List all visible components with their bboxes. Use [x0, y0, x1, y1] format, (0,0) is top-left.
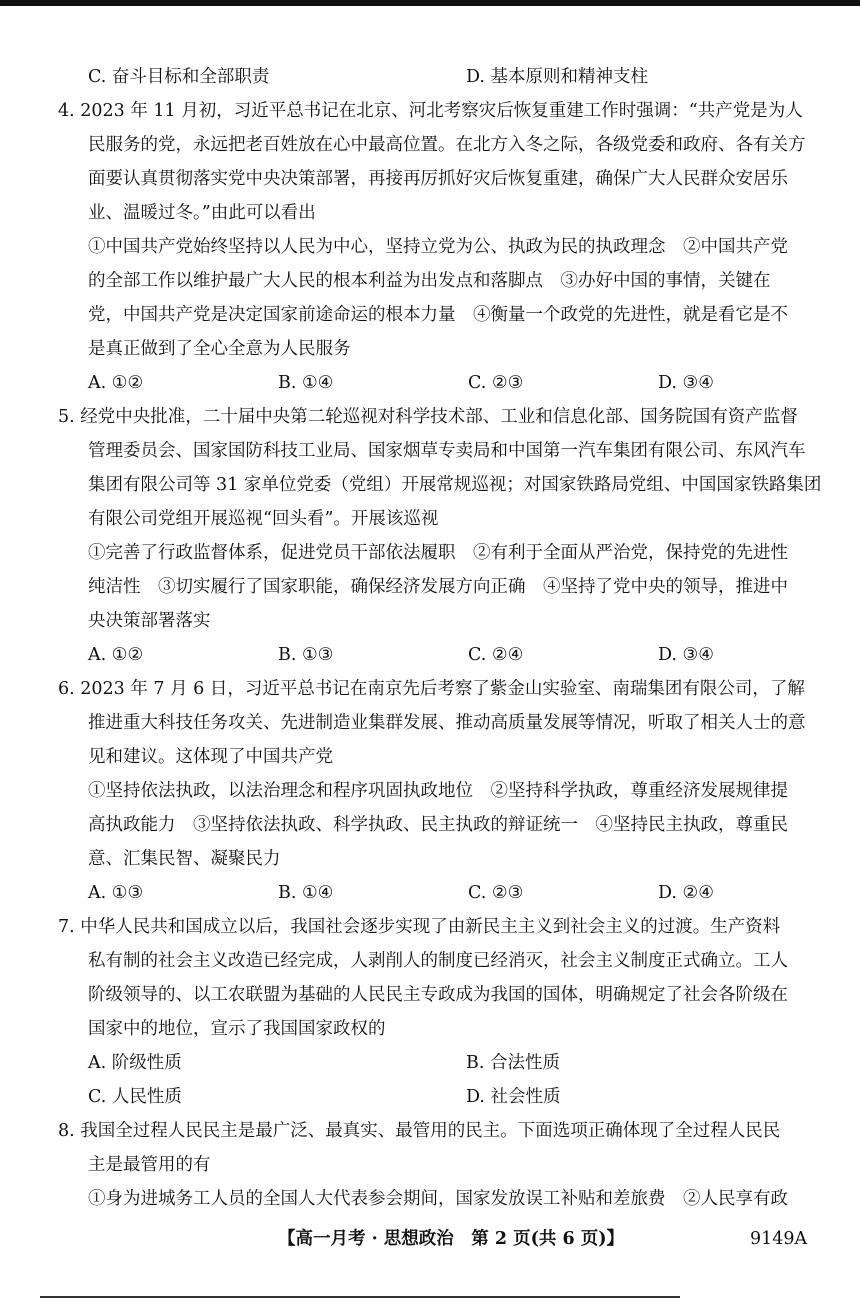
option-a: A. 阶级性质	[88, 1053, 182, 1073]
question-6	[58, 672, 820, 910]
question-stem-line: 8. 我国全过程人民民主是最广泛、最真实、最管用的民主。下面选项正确体现了全过程人民民	[58, 1121, 781, 1141]
answer-options	[58, 1046, 820, 1080]
statement-line: ①完善了行政监督体系，促进党员干部依法履职 ②有利于全面从严治党，保持党的先进性	[88, 543, 788, 563]
question-stem-line: 主是最管用的有	[88, 1155, 211, 1175]
statement-line: 纯洁性 ③切实履行了国家职能，确保经济发展方向正确 ④坚持了党中央的领导，推进中	[88, 577, 788, 597]
question-8	[58, 1114, 820, 1216]
answer-options	[58, 876, 820, 910]
option-a: A. ①②	[88, 645, 144, 665]
option-d: D. ②④	[658, 883, 714, 903]
option-c: C. ②④	[468, 645, 524, 665]
question-stem-line: 见和建议。这体现了中国共产党	[88, 747, 333, 767]
statement-line: ①中国共产党始终坚持以人民为中心，坚持立党为公、执政为民的执政理念 ②中国共产党	[88, 237, 788, 257]
statement-line: 高执政能力 ③坚持依法执政、科学执政、民主执政的辩证统一 ④坚持民主执政，尊重民	[88, 815, 788, 835]
top-border	[0, 0, 860, 6]
option-b: B. ①④	[278, 883, 334, 903]
option-a: A. ①②	[88, 373, 144, 393]
statement-line: 是真正做到了全心全意为人民服务	[88, 339, 351, 359]
question-stem-line: 管理委员会、国家国防科技工业局、国家烟草专卖局和中国第一汽车集团有限公司、东风汽车	[88, 441, 806, 461]
option-d: D. ③④	[658, 645, 714, 665]
question-5	[58, 400, 820, 672]
question-stem-line: 民服务的党，永远把老百姓放在心中最高位置。在北方入冬之际，各级党委和政府、各有关方	[88, 135, 806, 155]
question-stem-line: 业、温暖过冬。”由此可以看出	[88, 203, 316, 223]
statement-line: 意、汇集民智、凝聚民力	[88, 849, 281, 869]
question-stem-line: 有限公司党组开展巡视“回头看”。开展该巡视	[88, 509, 439, 529]
statement-line: ①坚持依法执政，以法治理念和程序巩固执政地位 ②坚持科学执政，尊重经济发展规律提	[88, 781, 788, 801]
option-c: C. 人民性质	[88, 1087, 182, 1107]
question-4	[58, 94, 820, 400]
option-d: D. 社会性质	[466, 1087, 561, 1107]
option-b: B. ①④	[278, 373, 334, 393]
question-stem-line: 4. 2023 年 11 月初，习近平总书记在北京、河北考察灾后恢复重建工作时强调：“共产党是为人	[58, 101, 803, 121]
option-b: B. 合法性质	[466, 1053, 560, 1073]
question-stem-line: 面要认真贯彻落实党中央决策部署，再接再厉抓好灾后恢复重建，确保广大人民群众安居乐	[88, 169, 788, 189]
question-stem-line: 集团有限公司等 31 家单位党委（党组）开展常规巡视；对国家铁路局党组、中国国家铁路集团	[88, 475, 822, 495]
question-7	[58, 910, 820, 1114]
statement-line: 的全部工作以维护最广大人民的根本利益为出发点和落脚点 ③办好中国的事情，关键在	[88, 271, 771, 291]
question-stem-line: 阶级领导的、以工农联盟为基础的人民民主专政成为我国的国体，明确规定了社会各阶级在	[88, 985, 788, 1005]
option-d: D. 基本原则和精神支柱	[466, 67, 649, 87]
question-stem-line: 6. 2023 年 7 月 6 日，习近平总书记在南京先后考察了紫金山实验室、南瑞集团有限公司，了解	[58, 679, 805, 699]
answer-options	[58, 366, 820, 400]
footer-code: 9149A	[750, 1229, 808, 1249]
bottom-border	[40, 1296, 680, 1298]
question-stem-line: 推进重大科技任务攻关、先进制造业集群发展、推动高质量发展等情况，听取了相关人士的意	[88, 713, 806, 733]
question-stem-line: 7. 中华人民共和国成立以后，我国社会逐步实现了由新民主主义到社会主义的过渡。生产资料	[58, 917, 781, 937]
option-b: B. ①③	[278, 645, 334, 665]
option-a: A. ①③	[88, 883, 144, 903]
statement-line: 央决策部署落实	[88, 611, 211, 631]
option-c: C. 奋斗目标和全部职责	[88, 67, 270, 87]
question-stem-line: 国家中的地位，宣示了我国国家政权的	[88, 1019, 386, 1039]
option-d: D. ③④	[658, 373, 714, 393]
answer-options	[58, 1080, 820, 1114]
statement-line: 党，中国共产党是决定国家前途命运的根本力量 ④衡量一个政党的先进性，就是看它是不	[88, 305, 788, 325]
option-c: C. ②③	[468, 883, 524, 903]
q3-options-row	[58, 60, 820, 94]
question-stem-line: 私有制的社会主义改造已经完成，人剥削人的制度已经消灭，社会主义制度正式确立。工人	[88, 951, 788, 971]
answer-options	[58, 638, 820, 672]
question-stem-line: 5. 经党中央批准，二十届中央第二轮巡视对科学技术部、工业和信息化部、国务院国有资产监督	[58, 407, 798, 427]
footer-page-info: 【高一月考 · 思想政治 第 2 页(共 6 页)】	[278, 1229, 625, 1249]
page-footer	[0, 1224, 860, 1254]
option-c: C. ②③	[468, 373, 524, 393]
statement-line: ①身为进城务工人员的全国人大代表参会期间，国家发放误工补贴和差旅费 ②人民享有政	[88, 1189, 788, 1209]
exam-page	[58, 60, 820, 1216]
